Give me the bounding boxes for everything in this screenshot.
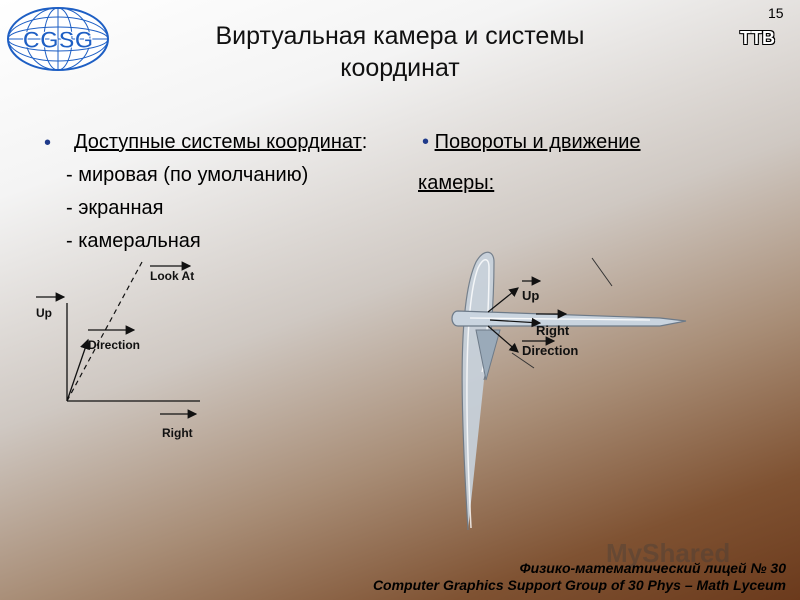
right-heading-text-1: Повороты и движение <box>434 131 641 153</box>
left-heading-text: Доступные системы координат <box>74 131 362 153</box>
title-line-2: координат <box>340 54 460 82</box>
coord-system-item: - камеральная <box>66 230 201 252</box>
direction-label: Direction <box>88 338 141 352</box>
bullet-icon: • <box>422 131 430 153</box>
right-heading-text-2: камеры: <box>418 172 495 194</box>
bullet-icon: • <box>44 132 52 154</box>
footer <box>373 560 786 594</box>
coord-system-item: - экранная <box>66 197 164 219</box>
footer-line-2: Computer Graphics Support Group of 30 Phys – Math Lyceum <box>372 577 786 593</box>
left-heading-colon: : <box>361 131 368 153</box>
direction-label-right: Direction <box>522 343 579 358</box>
up-label-right: Up <box>522 288 540 303</box>
look-at-label: Look At <box>150 269 195 283</box>
right-label: Right <box>162 426 193 440</box>
decor-line <box>592 258 612 286</box>
footer-line-1: Физико-математический лицей № 30 <box>519 560 786 576</box>
watermark: MyShared <box>606 538 731 568</box>
right-label-right: Right <box>536 323 570 338</box>
coord-system-item: - мировая (по умолчанию) <box>66 164 309 186</box>
brand-tag: TTB <box>740 28 775 48</box>
page-number: 15 <box>768 5 784 21</box>
up-label: Up <box>36 306 52 320</box>
title-line-1: Виртуальная камера и системы <box>215 22 585 50</box>
logo-text: CGSG <box>22 27 94 54</box>
